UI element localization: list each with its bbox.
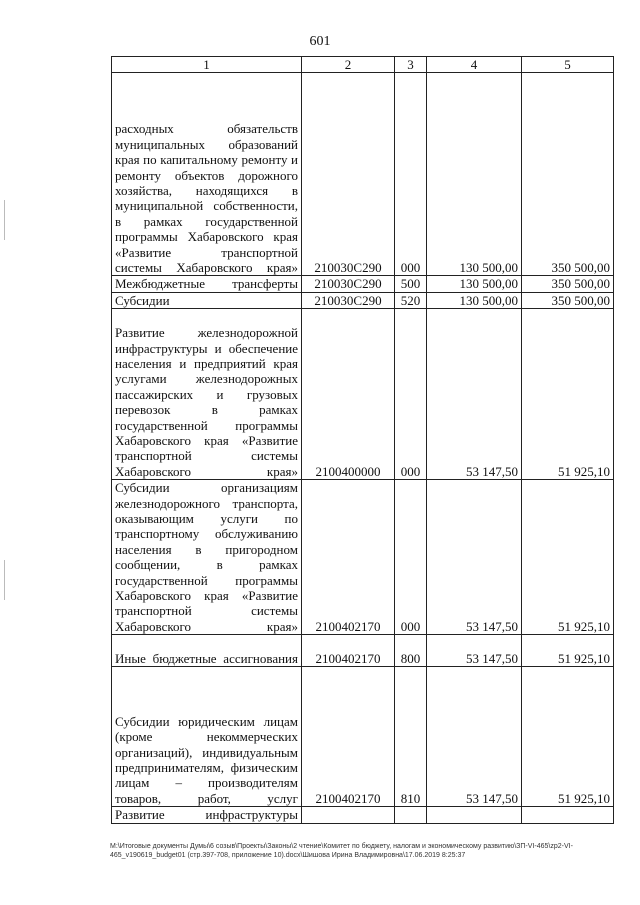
expense-type-code: 000 — [395, 309, 427, 480]
row-description: Развитие инфраструктуры — [112, 807, 302, 823]
row-description: Субсидии — [112, 292, 302, 308]
amount-year-2: 51 925,10 — [522, 635, 614, 667]
expense-type-code: 000 — [395, 480, 427, 635]
expense-type-code: 000 — [395, 73, 427, 276]
target-article-code: 210030С290 — [302, 276, 395, 292]
expense-type-code: 800 — [395, 635, 427, 667]
amount-year-2: 350 500,00 — [522, 276, 614, 292]
expense-type-code: 520 — [395, 292, 427, 308]
table-row — [112, 309, 614, 480]
amount-year-2: 51 925,10 — [522, 480, 614, 635]
table-row — [112, 73, 614, 276]
table-row — [112, 667, 614, 807]
amount-year-1: 53 147,50 — [427, 309, 522, 480]
row-description: Субсидии организациям железнодорожного транспорта, оказывающим услуги по транспортному обслуживанию населения в пригородном сообщении, в рамках государственной программы Хабаровского края «Развитие транспортной системы Хабаровского края» — [112, 480, 302, 635]
row-description: Развитие железнодорожной инфраструктуры и обеспечение населения и предприятий края услугами железнодорожных пассажирских и грузовых перевозок в рамках государственной программы Хабаровского края «Развитие транспортной системы Хабаровского края» — [112, 309, 302, 480]
target-article-code: 210030С290 — [302, 292, 395, 308]
amount-year-1: 130 500,00 — [427, 73, 522, 276]
amount-year-1: 130 500,00 — [427, 292, 522, 308]
row-description: Иные бюджетные ассигнования — [112, 635, 302, 667]
amount-year-1: 130 500,00 — [427, 276, 522, 292]
table-row — [112, 807, 614, 823]
column-header: 5 — [522, 57, 614, 73]
target-article-code: 2100402170 — [302, 635, 395, 667]
amount-year-2 — [522, 807, 614, 823]
column-header: 2 — [302, 57, 395, 73]
table-row — [112, 276, 614, 292]
column-header: 3 — [395, 57, 427, 73]
target-article-code — [302, 807, 395, 823]
amount-year-2: 51 925,10 — [522, 667, 614, 807]
column-header: 4 — [427, 57, 522, 73]
left-margin-mark — [4, 560, 5, 600]
table-row — [112, 635, 614, 667]
target-article-code: 2100402170 — [302, 667, 395, 807]
left-margin-mark — [4, 200, 5, 240]
amount-year-1: 53 147,50 — [427, 667, 522, 807]
amount-year-2: 350 500,00 — [522, 292, 614, 308]
page-number: 601 — [309, 34, 331, 49]
column-header: 1 — [112, 57, 302, 73]
table-row — [112, 292, 614, 308]
expense-type-code — [395, 807, 427, 823]
row-description: Межбюджетные трансферты — [112, 276, 302, 292]
budget-table — [111, 56, 614, 824]
expense-type-code: 810 — [395, 667, 427, 807]
amount-year-2: 350 500,00 — [522, 73, 614, 276]
amount-year-1 — [427, 807, 522, 823]
table-row — [112, 480, 614, 635]
row-description: расходных обязательств муниципальных образований края по капитальному ремонту и ремонту объектов дорожного хозяйства, находящихся в муниципальной собственности, в рамках государственной программы Хабаровского края «Развитие транспортной системы Хабаровского края» — [112, 73, 302, 276]
document-footer-path: M:\Итоговые документы Думы\6 созыв\Проекты\Законы\2 чтение\Комитет по бюджету, налогам и экономическому развитию\ЗП-VI-465\zp2-VI-465_v190619_budget01 (стр.397-708, приложение 10).docx\Шишова Ирина Владимировна\17.06.2019 8:25:37 — [110, 843, 573, 859]
expense-type-code: 500 — [395, 276, 427, 292]
amount-year-2: 51 925,10 — [522, 309, 614, 480]
target-article-code: 2100400000 — [302, 309, 395, 480]
row-description: Субсидии юридическим лицам (кроме некоммерческих организаций), индивидуальным предпринимателям, физическим лицам – производителям товаров, работ, услуг — [112, 667, 302, 807]
target-article-code: 210030С290 — [302, 73, 395, 276]
amount-year-1: 53 147,50 — [427, 480, 522, 635]
table-header-row — [112, 57, 614, 73]
amount-year-1: 53 147,50 — [427, 635, 522, 667]
target-article-code: 2100402170 — [302, 480, 395, 635]
